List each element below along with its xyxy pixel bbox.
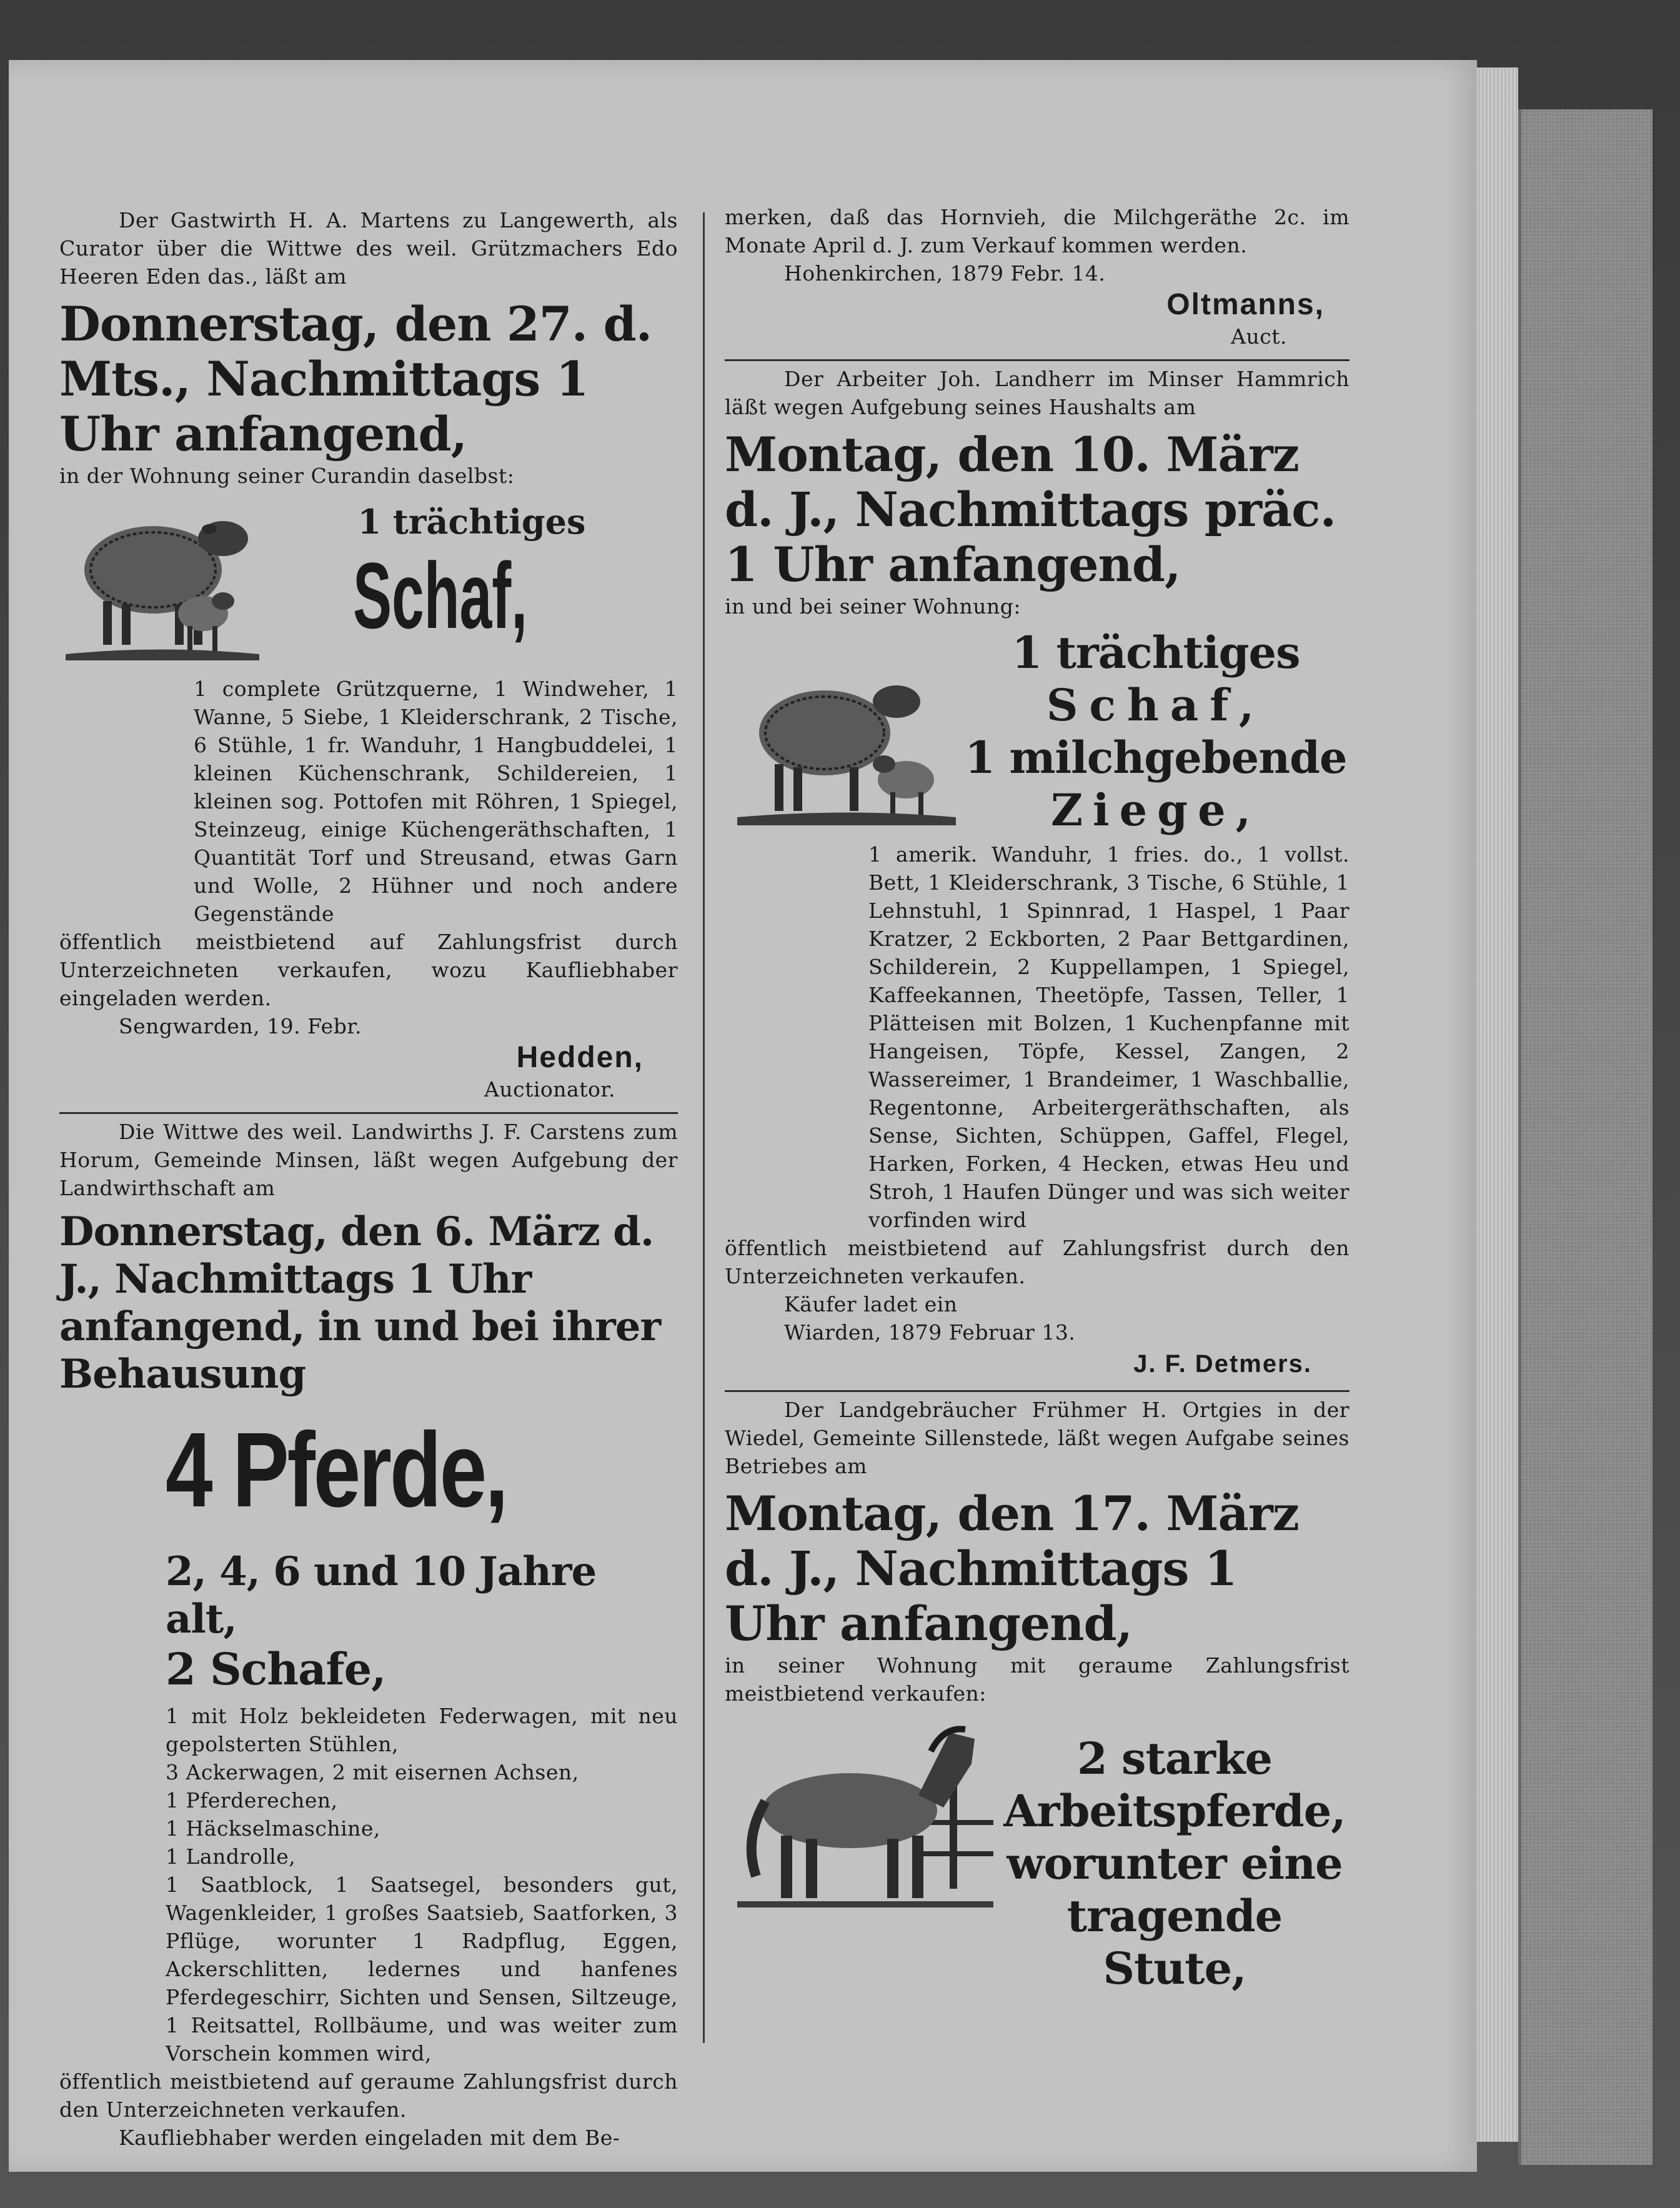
- ad-headline-stack: [962, 627, 1349, 837]
- ad-closing: öffentlich meistbietend auf Zahlungsfrist durch Unterzeichneten verkaufen, wozu Kaufliebhaber eingeladen werden.: [59, 930, 678, 1010]
- ad-date-line: Donnerstag, den 6. März d. J., Nachmittags 1 Uhr anfangend, in und bei ihrer Behausung: [59, 1208, 661, 1398]
- list-item: 1 Landrolle,: [166, 1844, 296, 1869]
- headline-small: 1 trächtiges: [357, 502, 586, 542]
- ad-intro: Der Landgebräucher Frühmer H. Ortgies in der Wiedel, Gemeinte Sillenstede, läßt wegen Aufgabe seines Betriebes am: [725, 1398, 1349, 1478]
- ad-invite: Käufer ladet ein: [784, 1292, 958, 1316]
- ad-item-list: [166, 1702, 678, 2067]
- list-item: 1 mit Holz bekleideten Federwagen, mit neu gepolsterten Stühlen,: [166, 1704, 678, 1756]
- ad-intro: Der Arbeiter Joh. Landherr im Minser Hammrich läßt wegen Aufgebung seines Haushalts am: [725, 367, 1349, 419]
- ad-location: in der Wohnung seiner Curandin daselbst:: [59, 464, 515, 488]
- headline-line-3: 1 milchgebende: [965, 732, 1347, 783]
- sub-headline-age: 2, 4, 6 und 10 Jahre alt,: [166, 1548, 597, 1643]
- book-cover-edge: [1518, 109, 1653, 2165]
- ad-illustration-row: [725, 627, 1349, 837]
- ad-headline-stack: [266, 495, 678, 649]
- ad-carstens: [59, 1118, 678, 2152]
- ad-closing-continued: Kaufliebhaber werden eingeladen mit dem Be-: [119, 2126, 620, 2150]
- ad-closing: öffentlich meistbietend auf geraume Zahlungsfrist durch den Unterzeichneten verkaufen.: [59, 2069, 678, 2122]
- ad-separator: [725, 359, 1349, 361]
- left-column: [59, 206, 678, 2152]
- ad-signature: Oltmanns,: [1166, 288, 1325, 321]
- column-divider: [703, 212, 705, 2043]
- ad-place-date: Hohenkirchen, 1879 Febr. 14.: [784, 261, 1106, 286]
- ad-separator: [725, 1390, 1349, 1392]
- ad-signature: J. F. Detmers.: [1133, 1350, 1312, 1378]
- sheep-illustration: [59, 495, 266, 670]
- headline-line-2: Arbeitspferde,: [1003, 1785, 1346, 1837]
- ad-landherr: [725, 365, 1349, 1381]
- list-item: 1 Häckselmaschine,: [166, 1816, 380, 1841]
- ad-intro: Die Wittwe des weil. Landwirths J. F. Carstens zum Horum, Gemeinde Minsen, läßt wegen Aufgebung der Landwirthschaft am: [59, 1120, 678, 1200]
- ad-separator: [59, 1112, 678, 1114]
- right-column: [725, 203, 1349, 1995]
- sheep-illustration: [725, 664, 962, 833]
- ad-intro: Der Gastwirth H. A. Martens zu Langewerth, als Curator über die Wittwe des weil. Grützmachers Edo Heeren Eden das., läßt am: [59, 208, 678, 289]
- ad-signature-title: Auct.: [1231, 324, 1287, 349]
- ad-location: in und bei seiner Wohnung:: [725, 594, 1021, 619]
- ad-date-line: Montag, den 10. März d. J., Nachmittags präc. 1 Uhr anfangend,: [725, 427, 1336, 592]
- list-item: 1 Pferderechen,: [166, 1788, 338, 1813]
- headline-line-4: tragende Stute,: [1066, 1890, 1283, 1994]
- ad-date-line: Donnerstag, den 27. d. Mts., Nachmittags 1 Uhr anfangend,: [59, 296, 652, 462]
- headline-line-1: 2 starke: [1076, 1733, 1273, 1784]
- ad-signature-title: Auctionator.: [484, 1077, 615, 1102]
- headline-big: Schaf,: [353, 543, 528, 648]
- ad-date-line: Montag, den 17. März d. J., Nachmittags 1 Uhr anfangend,: [725, 1486, 1299, 1651]
- ad-illustration-row: [59, 495, 678, 670]
- list-item: 1 Saatblock, 1 Saatsegel, besonders gut, Wagenkleider, 1 großes Saatsieb, Saatforken, 3 Pflüge, worunter 1 Radpflug, Eggen, Ackerschlitten, ledernes und hanfenes Pferdegeschirr, Sichten und Sensen, Siltzeuge, 1 Reitsattel, Rollbäume, und was weiter zum Vorschein kommen wird,: [166, 1872, 678, 2066]
- ad-place-date: Sengwarden, 19. Febr.: [119, 1014, 362, 1038]
- headline-big: 4 Pferde,: [166, 1411, 507, 1529]
- ad-closing: öffentlich meistbietend auf Zahlungsfrist durch den Unterzeichneten verkaufen.: [725, 1236, 1349, 1288]
- ad-continued: [725, 203, 1349, 351]
- ad-location: in seiner Wohnung mit geraume Zahlungsfrist meistbietend verkaufen:: [725, 1653, 1349, 1706]
- ad-illustration-row: [725, 1714, 1349, 1995]
- headline-line-2: Schaf,: [1046, 679, 1266, 731]
- list-item: 3 Ackerwagen, 2 mit eisernen Achsen,: [166, 1760, 579, 1784]
- ad-place-date: Wiarden, 1879 Februar 13.: [784, 1320, 1076, 1345]
- ad-martens: [59, 206, 678, 1103]
- ad-items: 1 amerik. Wanduhr, 1 fries. do., 1 vollst. Bett, 1 Kleiderschrank, 3 Tische, 6 Stühle, 1 Lehnstuhl, 1 Spinnrad, 1 Haspel, 1 Paar Kratzer, 2 Eckborten, 2 Paar Bettgardinen, Schilderein, 2 Kuppellampen, 1 Spiegel, Kaffeekannen, Theetöpfe, Tassen, Teller, 1 Plätteisen mit Bolzen, 1 Kuchenpfanne mit Hangeisen, Töpfe, Kessel, Zangen, 2 Wassereimer, 1 Brandeimer, 1 Waschballie, Regentonne, Arbeitergeräthschaften, als Sense, Sichten, Schüppen, Gaffel, Flegel, Harken, Forken, 4 Hecken, etwas Heu und Stroh, 1 Haufen Dünger und was sich weiter vorfinden wird: [868, 842, 1349, 1232]
- sub-headline-sheep: 2 Schafe,: [166, 1643, 386, 1695]
- ad-ortgies: [725, 1396, 1349, 1995]
- headline-line-4: Ziege,: [1050, 784, 1261, 836]
- headline-line-1: 1 trächtiges: [1011, 627, 1300, 679]
- horse-illustration: [725, 1714, 1000, 1914]
- headline-line-3: worunter eine: [1007, 1838, 1343, 1889]
- ad-items: 1 complete Grützquerne, 1 Windweher, 1 Wanne, 5 Siebe, 1 Kleiderschrank, 2 Tische, 6 Stühle, 1 fr. Wanduhr, 1 Hangbuddelei, 1 kleinen Küchenschrank, Schildereien, 1 kleinen sog. Pottofen mit Röhren, 1 Spiegel, Steinzeug, einige Küchengeräthschaften, 1 Quantität Torf und Streusand, etwas Garn und Wolle, 2 Hühner und noch andere Gegenstände: [194, 677, 678, 926]
- ad-headline-stack: [1000, 1733, 1349, 1995]
- ad-text: merken, daß das Hornvieh, die Milchgeräthe 2c. im Monate April d. J. zum Verkauf kommen werden.: [725, 205, 1349, 257]
- ad-signature: Hedden,: [516, 1041, 644, 1074]
